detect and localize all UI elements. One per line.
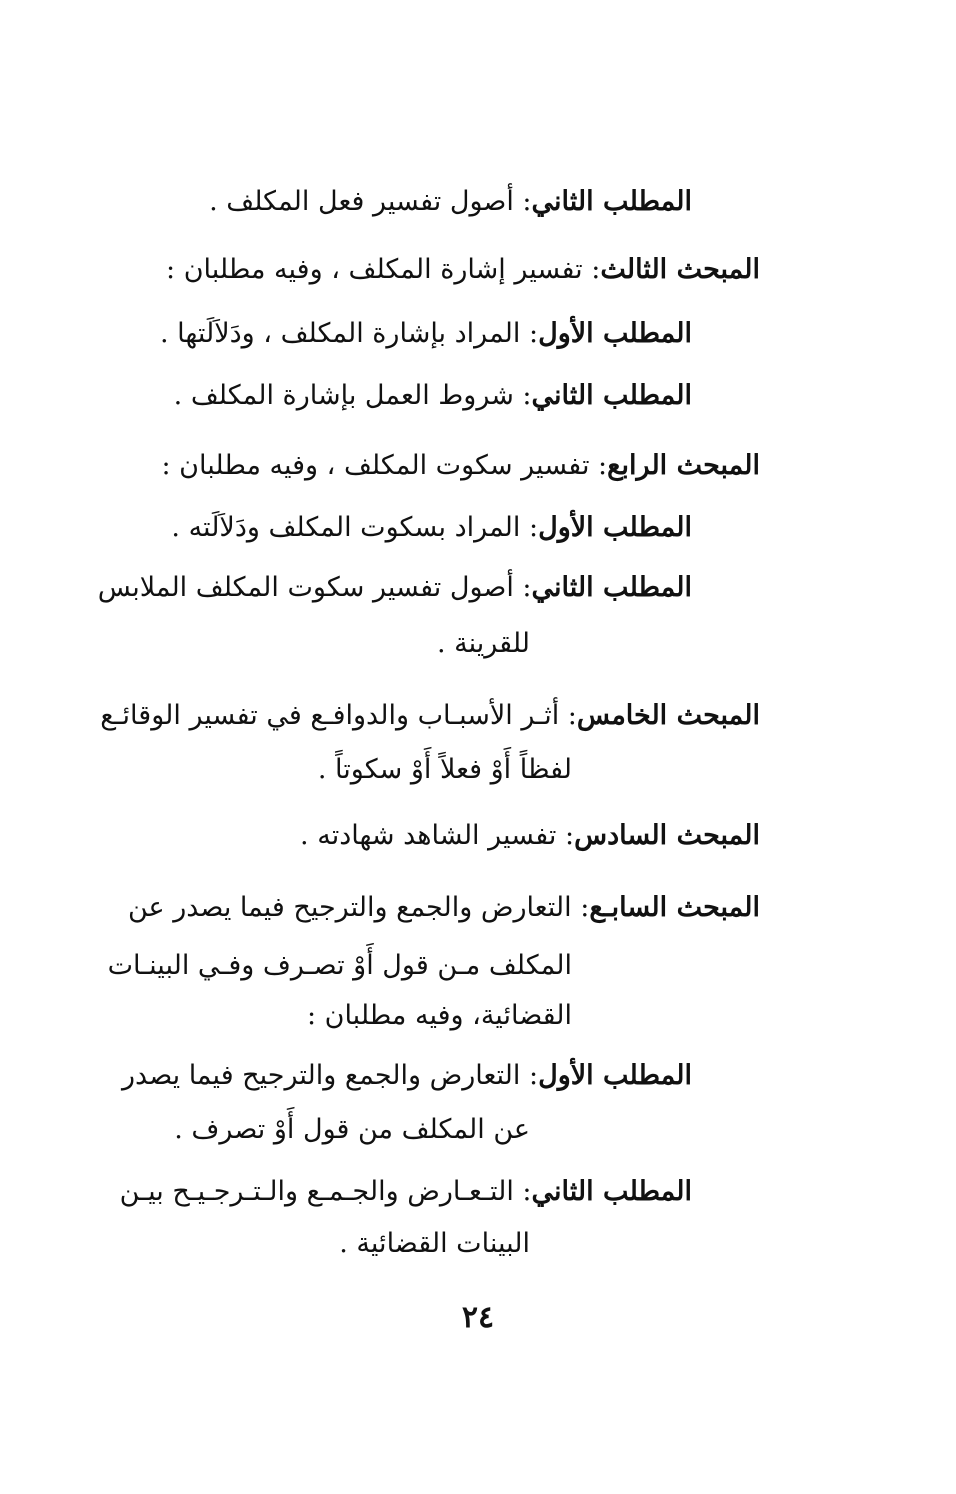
entry-continuation: البينات القضائية .	[339, 1228, 530, 1259]
toc-entry: المبحث الخامس: أثـر الأسبـاب والدوافـع في تفسير الوقائـع	[100, 700, 760, 731]
entry-continuation: عن المكلف من قول أَوْ تصرف .	[174, 1114, 530, 1145]
toc-entry: المبحث الثالث: تفسير إشارة المكلف ، وفيه مطلبان :	[166, 254, 760, 285]
entry-text: تفسير سكوت المكلف ، وفيه مطلبان :	[161, 450, 590, 481]
entry-continuation: لفظاً أَوْ فعلاً أَوْ سكوتاً .	[317, 754, 572, 785]
entry-text: المراد بسكوت المكلف ودَلاَلَته .	[171, 512, 521, 543]
toc-entry: المطلب الثاني: أصول تفسير سكوت المكلف الملابس	[97, 572, 692, 603]
entry-label: المبحث الرابع	[607, 450, 760, 481]
toc-entry: المطلب الثاني: التـعـارض والجـمـع والـتـرجـيـح بيـن	[119, 1176, 692, 1207]
entry-text: التعارض والجمع والترجيح فيما يصدر عن	[127, 892, 572, 923]
entry-text: أصول تفسير فعل المكلف .	[209, 186, 514, 217]
entry-label: المطلب الثاني	[531, 1176, 692, 1207]
entry-label: المبحث الخامس	[576, 700, 760, 731]
entry-label: المبحث السادس	[574, 820, 760, 851]
toc-entry: المطلب الثاني: شروط العمل بإشارة المكلف .	[173, 380, 692, 411]
entry-text: التـعـارض والجـمـع والـتـرجـيـح بيـن	[119, 1176, 514, 1207]
entry-label: المطلب الأول	[538, 318, 692, 349]
toc-entry: المبحث الرابع: تفسير سكوت المكلف ، وفيه مطلبان :	[161, 450, 760, 481]
toc-entry: المطلب الأول: المراد بسكوت المكلف ودَلاَلَته .	[171, 512, 692, 543]
entry-text: تفسير الشاهد شهادته .	[300, 820, 557, 851]
entry-text: شروط العمل بإشارة المكلف .	[173, 380, 514, 411]
entry-label: المبحث الثالث	[600, 254, 760, 285]
toc-entry: المطلب الأول: المراد بإشارة المكلف ، ودَلاَلَتها .	[160, 318, 692, 349]
toc-entry: المبحث السادس: تفسير الشاهد شهادته .	[300, 820, 760, 851]
page-number: ٢٤	[461, 1300, 495, 1335]
entry-continuation: للقرينة .	[436, 628, 530, 659]
entry-label: المطلب الثاني	[531, 186, 692, 217]
toc-entry: المطلب الثاني: أصول تفسير فعل المكلف .	[209, 186, 692, 217]
entry-text: التعارض والجمع والترجيح فيما يصدر	[121, 1060, 521, 1091]
entry-text: تفسير إشارة المكلف ، وفيه مطلبان :	[166, 254, 583, 285]
entry-continuation: المكلف مـن قول أَوْ تصـرف وفـي البينـات	[107, 950, 572, 981]
toc-entry: المبحث السابـع: التعارض والجمع والترجيح فيما يصدر عن	[127, 892, 760, 923]
entry-text: أثـر الأسبـاب والدوافـع في تفسير الوقائـع	[100, 700, 560, 731]
entry-label: المطلب الأول	[538, 1060, 692, 1091]
entry-text: أصول تفسير سكوت المكلف الملابس	[97, 572, 514, 603]
entry-label: المطلب الثاني	[531, 380, 692, 411]
entry-continuation: القضائية، وفيه مطلبان :	[306, 1000, 572, 1031]
entry-text: المراد بإشارة المكلف ، ودَلاَلَتها .	[160, 318, 521, 349]
entry-label: المبحث السابـع	[589, 892, 760, 923]
entry-label: المطلب الأول	[538, 512, 692, 543]
toc-entry: المطلب الأول: التعارض والجمع والترجيح فيما يصدر	[121, 1060, 692, 1091]
entry-label: المطلب الثاني	[531, 572, 692, 603]
